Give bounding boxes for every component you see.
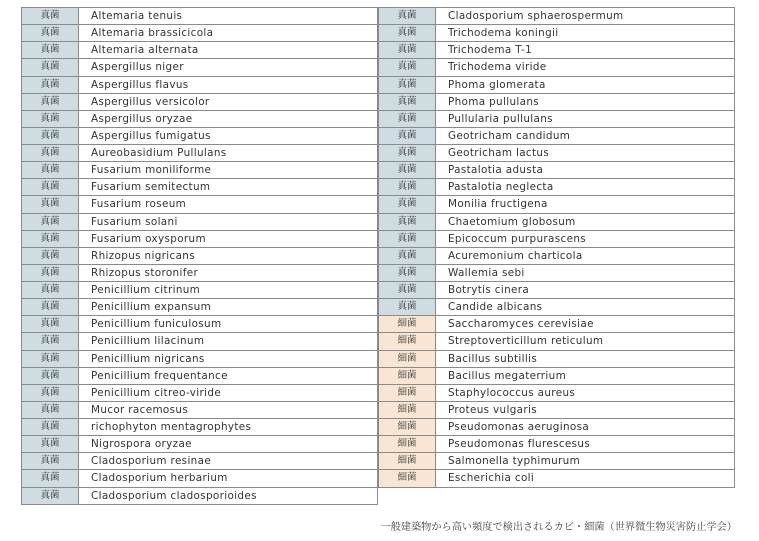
category-cell-fungi: 真菌 bbox=[22, 127, 79, 144]
table-row bbox=[22, 401, 378, 418]
table-row bbox=[379, 419, 735, 436]
category-cell-fungi: 真菌 bbox=[22, 384, 79, 401]
species-name-cell: Cladosporium sphaerospermum bbox=[436, 8, 735, 25]
species-name-cell: Candide albicans bbox=[436, 299, 735, 316]
species-name-cell: Nigrospora oryzae bbox=[79, 436, 378, 453]
category-cell-fungi: 真菌 bbox=[22, 299, 79, 316]
table-row bbox=[22, 316, 378, 333]
category-cell-fungi: 真菌 bbox=[379, 145, 436, 162]
category-cell-fungi: 真菌 bbox=[22, 436, 79, 453]
species-name-cell: Penicillium expansum bbox=[79, 299, 378, 316]
table-row bbox=[379, 25, 735, 42]
category-cell-bacteria: 細菌 bbox=[379, 316, 436, 333]
category-cell-fungi: 真菌 bbox=[379, 162, 436, 179]
table-row bbox=[379, 299, 735, 316]
table-row bbox=[379, 162, 735, 179]
species-name-cell: Aspergillus flavus bbox=[79, 76, 378, 93]
table-row bbox=[379, 110, 735, 127]
source-caption: 一般建築物から高い頻度で検出されるカビ・細菌（世界微生物災害防止学会） bbox=[380, 522, 737, 533]
species-name-cell: Pullularia pullulans bbox=[436, 110, 735, 127]
species-name-cell: Proteus vulgaris bbox=[436, 401, 735, 418]
category-cell-fungi: 真菌 bbox=[22, 333, 79, 350]
table-row bbox=[379, 436, 735, 453]
category-cell-fungi: 真菌 bbox=[22, 213, 79, 230]
species-name-cell: Fusarium oxysporum bbox=[79, 230, 378, 247]
species-name-cell: Fusarium semitectum bbox=[79, 179, 378, 196]
species-name-cell: Saccharomyces cerevisiae bbox=[436, 316, 735, 333]
table-row bbox=[379, 333, 735, 350]
category-cell-fungi: 真菌 bbox=[22, 487, 79, 504]
table-row bbox=[379, 470, 735, 487]
species-name-cell: Bacillus subtillis bbox=[436, 350, 735, 367]
category-cell-fungi: 真菌 bbox=[22, 230, 79, 247]
species-name-cell: Staphylococcus aureus bbox=[436, 384, 735, 401]
species-name-cell: Cladosporium resinae bbox=[79, 453, 378, 470]
category-cell-fungi: 真菌 bbox=[379, 264, 436, 281]
table-row bbox=[379, 42, 735, 59]
category-cell-fungi: 真菌 bbox=[22, 401, 79, 418]
category-cell-fungi: 真菌 bbox=[379, 196, 436, 213]
category-cell-bacteria: 細菌 bbox=[379, 333, 436, 350]
category-cell-bacteria: 細菌 bbox=[379, 470, 436, 487]
table-row bbox=[22, 299, 378, 316]
table-row bbox=[379, 127, 735, 144]
category-cell-fungi: 真菌 bbox=[22, 162, 79, 179]
species-name-cell: Geotricham candidum bbox=[436, 127, 735, 144]
species-name-cell: Altemaria alternata bbox=[79, 42, 378, 59]
table-row bbox=[22, 127, 378, 144]
table-row bbox=[22, 93, 378, 110]
table-row bbox=[22, 487, 378, 504]
category-cell-fungi: 真菌 bbox=[22, 196, 79, 213]
category-cell-bacteria: 細菌 bbox=[379, 384, 436, 401]
species-name-cell: Bacillus megaterrium bbox=[436, 367, 735, 384]
table-row bbox=[22, 145, 378, 162]
microbe-table-left-body bbox=[22, 8, 378, 505]
species-name-cell: Penicillium funiculosum bbox=[79, 316, 378, 333]
category-cell-bacteria: 細菌 bbox=[379, 401, 436, 418]
table-row bbox=[22, 42, 378, 59]
microbe-table-left bbox=[21, 7, 378, 505]
table-row bbox=[22, 110, 378, 127]
table-row bbox=[22, 436, 378, 453]
table-row bbox=[22, 213, 378, 230]
category-cell-fungi: 真菌 bbox=[379, 76, 436, 93]
table-row bbox=[22, 59, 378, 76]
table-row bbox=[22, 384, 378, 401]
table-row bbox=[379, 384, 735, 401]
species-name-cell: Botrytis cinera bbox=[436, 282, 735, 299]
table-row bbox=[379, 230, 735, 247]
category-cell-fungi: 真菌 bbox=[22, 93, 79, 110]
species-name-cell: Trichodema koningii bbox=[436, 25, 735, 42]
species-name-cell: Salmonella typhimurum bbox=[436, 453, 735, 470]
table-row bbox=[22, 247, 378, 264]
category-cell-bacteria: 細菌 bbox=[379, 367, 436, 384]
species-name-cell: Cladosporium herbarium bbox=[79, 470, 378, 487]
table-row bbox=[379, 264, 735, 281]
category-cell-fungi: 真菌 bbox=[22, 247, 79, 264]
species-name-cell: Altemaria tenuis bbox=[79, 8, 378, 25]
species-name-cell: Geotricham lactus bbox=[436, 145, 735, 162]
table-row bbox=[22, 162, 378, 179]
table-row bbox=[379, 8, 735, 25]
species-name-cell: Altemaria brassicicola bbox=[79, 25, 378, 42]
category-cell-fungi: 真菌 bbox=[379, 25, 436, 42]
microbe-table-right-body bbox=[379, 8, 735, 488]
species-name-cell: Aspergillus fumigatus bbox=[79, 127, 378, 144]
species-name-cell: Pastalotia neglecta bbox=[436, 179, 735, 196]
species-name-cell: Rhizopus nigricans bbox=[79, 247, 378, 264]
category-cell-fungi: 真菌 bbox=[379, 213, 436, 230]
table-row bbox=[22, 470, 378, 487]
species-name-cell: Chaetomium globosum bbox=[436, 213, 735, 230]
category-cell-fungi: 真菌 bbox=[379, 93, 436, 110]
category-cell-fungi: 真菌 bbox=[22, 264, 79, 281]
table-row bbox=[379, 145, 735, 162]
category-cell-fungi: 真菌 bbox=[22, 42, 79, 59]
table-row bbox=[22, 196, 378, 213]
table-row bbox=[22, 8, 378, 25]
species-name-cell: Penicillium frequentance bbox=[79, 367, 378, 384]
table-row bbox=[22, 76, 378, 93]
category-cell-fungi: 真菌 bbox=[379, 8, 436, 25]
species-name-cell: Pseudomonas aeruginosa bbox=[436, 419, 735, 436]
species-name-cell: Monilia fructigena bbox=[436, 196, 735, 213]
species-name-cell: Trichodema viride bbox=[436, 59, 735, 76]
category-cell-fungi: 真菌 bbox=[379, 179, 436, 196]
category-cell-fungi: 真菌 bbox=[379, 299, 436, 316]
category-cell-fungi: 真菌 bbox=[22, 8, 79, 25]
category-cell-fungi: 真菌 bbox=[379, 282, 436, 299]
category-cell-fungi: 真菌 bbox=[22, 76, 79, 93]
category-cell-fungi: 真菌 bbox=[22, 419, 79, 436]
category-cell-fungi: 真菌 bbox=[379, 230, 436, 247]
table-row bbox=[22, 25, 378, 42]
table-row bbox=[379, 350, 735, 367]
category-cell-fungi: 真菌 bbox=[22, 59, 79, 76]
species-name-cell: Penicillium citrinum bbox=[79, 282, 378, 299]
category-cell-bacteria: 細菌 bbox=[379, 453, 436, 470]
species-name-cell: Wallemia sebi bbox=[436, 264, 735, 281]
species-name-cell: Aureobasidium Pullulans bbox=[79, 145, 378, 162]
species-name-cell: Aspergillus versicolor bbox=[79, 93, 378, 110]
category-cell-bacteria: 細菌 bbox=[379, 419, 436, 436]
species-name-cell: Fusarium moniliforme bbox=[79, 162, 378, 179]
species-name-cell: Mucor racemosus bbox=[79, 401, 378, 418]
category-cell-fungi: 真菌 bbox=[22, 25, 79, 42]
table-row bbox=[379, 247, 735, 264]
table-row bbox=[379, 401, 735, 418]
category-cell-fungi: 真菌 bbox=[22, 470, 79, 487]
table-row bbox=[22, 179, 378, 196]
species-name-cell: Fusarium roseum bbox=[79, 196, 378, 213]
table-row bbox=[379, 76, 735, 93]
category-cell-fungi: 真菌 bbox=[22, 110, 79, 127]
table-row bbox=[22, 230, 378, 247]
table-row bbox=[22, 282, 378, 299]
species-name-cell: Aspergillus oryzae bbox=[79, 110, 378, 127]
species-name-cell: Streptoverticillum reticulum bbox=[436, 333, 735, 350]
microbe-table-right bbox=[378, 7, 735, 488]
category-cell-bacteria: 細菌 bbox=[379, 436, 436, 453]
table-row bbox=[22, 419, 378, 436]
category-cell-fungi: 真菌 bbox=[379, 247, 436, 264]
table-row bbox=[22, 367, 378, 384]
species-name-cell: Pastalotia adusta bbox=[436, 162, 735, 179]
species-name-cell: Escherichia coli bbox=[436, 470, 735, 487]
species-name-cell: Penicillium lilacinum bbox=[79, 333, 378, 350]
species-name-cell: Acuremonium charticola bbox=[436, 247, 735, 264]
table-row bbox=[22, 453, 378, 470]
category-cell-fungi: 真菌 bbox=[22, 350, 79, 367]
category-cell-bacteria: 細菌 bbox=[379, 350, 436, 367]
category-cell-fungi: 真菌 bbox=[22, 367, 79, 384]
table-row bbox=[22, 333, 378, 350]
species-name-cell: richophyton mentagrophytes bbox=[79, 419, 378, 436]
category-cell-fungi: 真菌 bbox=[22, 453, 79, 470]
species-name-cell: Cladosporium cladosporioides bbox=[79, 487, 378, 504]
species-name-cell: Fusarium solani bbox=[79, 213, 378, 230]
category-cell-fungi: 真菌 bbox=[22, 316, 79, 333]
species-name-cell: Pseudomonas flurescesus bbox=[436, 436, 735, 453]
species-name-cell: Trichodema T-1 bbox=[436, 42, 735, 59]
table-row bbox=[22, 350, 378, 367]
species-name-cell: Phoma pullulans bbox=[436, 93, 735, 110]
species-name-cell: Phoma glomerata bbox=[436, 76, 735, 93]
category-cell-fungi: 真菌 bbox=[22, 145, 79, 162]
table-row bbox=[379, 196, 735, 213]
species-name-cell: Aspergillus niger bbox=[79, 59, 378, 76]
table-row bbox=[379, 179, 735, 196]
category-cell-fungi: 真菌 bbox=[22, 282, 79, 299]
table-row bbox=[22, 264, 378, 281]
category-cell-fungi: 真菌 bbox=[379, 42, 436, 59]
table-row bbox=[379, 213, 735, 230]
table-row bbox=[379, 59, 735, 76]
species-name-cell: Penicillium citreo-viride bbox=[79, 384, 378, 401]
category-cell-fungi: 真菌 bbox=[379, 110, 436, 127]
category-cell-fungi: 真菌 bbox=[379, 127, 436, 144]
species-name-cell: Penicillium nigricans bbox=[79, 350, 378, 367]
species-name-cell: Epicoccum purpurascens bbox=[436, 230, 735, 247]
category-cell-fungi: 真菌 bbox=[379, 59, 436, 76]
species-name-cell: Rhizopus storonifer bbox=[79, 264, 378, 281]
table-row bbox=[379, 453, 735, 470]
table-row bbox=[379, 316, 735, 333]
table-row bbox=[379, 367, 735, 384]
category-cell-fungi: 真菌 bbox=[22, 179, 79, 196]
table-row bbox=[379, 93, 735, 110]
table-row bbox=[379, 282, 735, 299]
